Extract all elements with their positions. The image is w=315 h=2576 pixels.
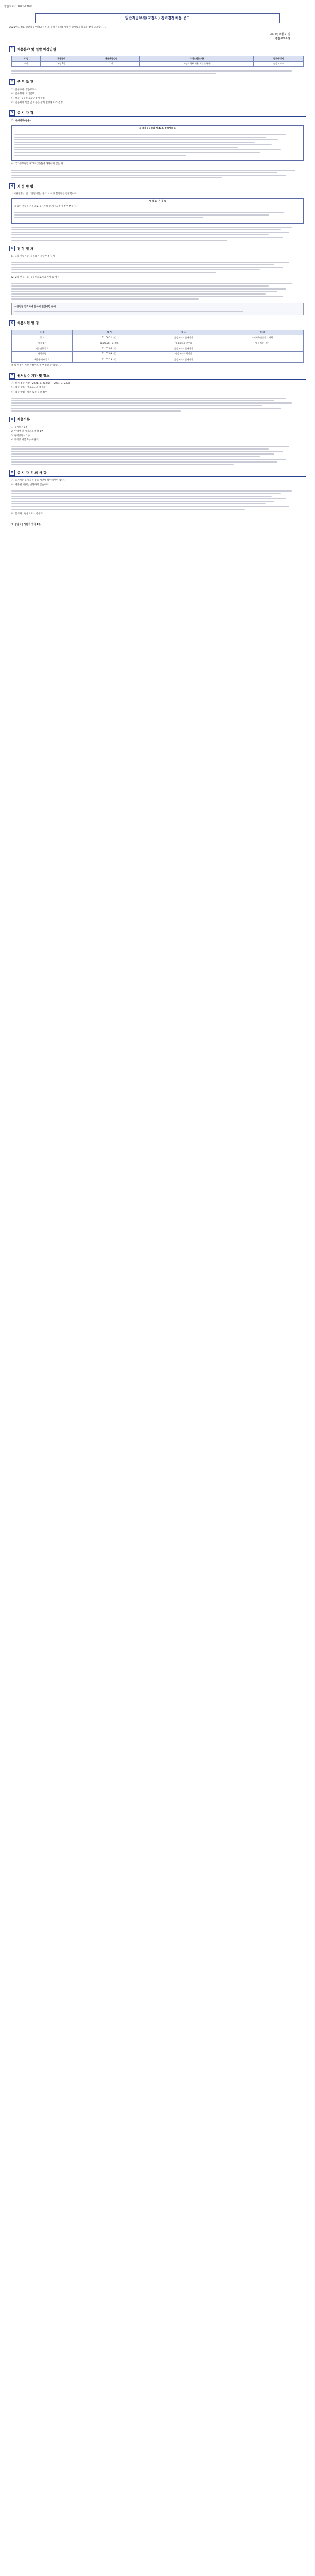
box-title: 자 격 요 건 검 토	[149, 200, 166, 204]
table-cell: 원서접수	[12, 341, 73, 346]
section-title: 채용시험 일 정	[17, 321, 39, 326]
text-block	[14, 134, 301, 156]
schedule-note: ※ 위 일정은 기관 사정에 따라 변경될 수 있습니다.	[11, 364, 63, 367]
section-9	[4, 470, 311, 527]
list-item: 가. 응시자는 응시자격 등을 사전에 확인하여야 합니다.	[11, 479, 67, 482]
table-row	[12, 351, 304, 357]
list-item: 2. 이력서 및 자기소개서 각 1부	[11, 430, 44, 433]
section-title: 채용분야 및 선발 예정인원	[17, 47, 56, 52]
table-header: 채용분야	[40, 56, 82, 62]
table-cell: 21.07.06.(화)	[73, 346, 146, 352]
section-title: 시 험 방 법	[17, 184, 33, 189]
section-header	[9, 373, 306, 380]
table-cell: 1명	[82, 61, 140, 67]
summary-text: 서류전형 합격자에 한하여 면접시험 응시	[14, 306, 56, 309]
text-block	[11, 490, 304, 510]
list-item: 라. 임용예정 직급 및 호봉은 관계 법령에 따라 결정	[11, 101, 63, 104]
list-item: 나. 근무형태: 교대근무	[11, 93, 34, 96]
text-block	[11, 283, 304, 299]
table-cell: 서류전형 발표	[12, 346, 73, 352]
table-row	[12, 61, 304, 67]
list-item: 나. 접수 장소 : 정읍교도소 총무과	[11, 386, 46, 389]
table-cell: 공고	[12, 335, 73, 341]
section-number: 1	[9, 46, 15, 52]
list-item: 3. 경력증명서 1부	[11, 434, 30, 437]
section-number: 2	[9, 79, 15, 85]
section-title: 응 시 자 격	[17, 111, 33, 115]
issuer: 정읍교도소장	[275, 37, 290, 41]
table-cell: 21.07.09.(금)	[73, 351, 146, 357]
notice-number: 정읍교도소 2021-238호	[4, 5, 32, 8]
intro-text: 2021년도 정읍 일반직공무원(교정직)의 경력경쟁채용시험 시험계획을 다음과 같이 공고합니다.	[9, 26, 106, 29]
document-title: 일반직공무원(교정직) 경력경쟁채용 공고	[125, 15, 190, 20]
section-title: 근 무 조 건	[17, 80, 33, 84]
table-cell: 교정	[12, 61, 41, 67]
contact-line: 다. 문의처 : 정읍교도소 총무과	[11, 513, 43, 516]
list-item: 나. 제출된 서류는 반환하지 않습니다.	[11, 483, 49, 486]
table-header: 직 렬	[12, 56, 41, 62]
section-title: 전 형 절 차	[17, 246, 33, 251]
section-3	[4, 110, 311, 179]
table-header: 비 고	[221, 330, 304, 335]
list-item: 가. 원서 접수 기간 : 2021. 6. 28.(월) ~ 2021. 7. 2.(금)	[11, 382, 71, 385]
text-block	[11, 446, 304, 465]
list-item: 4. 자격증 사본 1부(해당자)	[11, 439, 40, 442]
section-1	[4, 46, 311, 74]
table-cell: 정읍교도소 홈페이지	[146, 346, 221, 352]
table-header: 장 소	[146, 330, 221, 335]
section-header	[9, 470, 306, 477]
section-number: 5	[9, 246, 15, 251]
table-header: 채용예정인원	[82, 56, 140, 62]
table-header-row	[12, 56, 304, 62]
box-text: 제출된 서류를 기준으로 응시자격 및 자격요건 충족 여부를 심사	[14, 205, 79, 208]
notice-document	[4, 0, 311, 543]
section-title: 응 시 자 유 의 사 항	[17, 470, 47, 475]
text-block	[11, 170, 304, 178]
section-title: 제출서류	[17, 417, 30, 422]
section-2	[4, 79, 311, 105]
table-cell: 방문 또는 우편	[221, 341, 304, 346]
section-header	[9, 79, 306, 86]
table-cell: 최종합격자 발표	[12, 357, 73, 363]
section-number: 8	[9, 417, 15, 422]
disqualification-box	[11, 125, 304, 161]
section-number: 7	[9, 373, 15, 379]
section-number: 3	[9, 110, 15, 116]
table-cell: 21.06.28.~07.02.	[73, 341, 146, 346]
appendix-note: ※ 붙임 : 응시원서 서식 1부.	[11, 523, 41, 527]
paragraph: 「서류전형」 및 「면접시험」을 거쳐 최종 합격자를 결정합니다.	[11, 193, 77, 196]
section-6	[4, 320, 311, 368]
table-cell: 21.06.21.(월)	[73, 335, 146, 341]
subsection-heading: 가. 응시자격(공통)	[11, 119, 31, 122]
section-number: 4	[9, 183, 15, 189]
section-header	[9, 246, 306, 252]
list-item: 나. 국가공무원법 제74조(정년)에 해당하지 않는 자	[11, 163, 63, 166]
list-item: (2) 2차 면접시험: 공무원으로서의 자세 등 평정	[11, 276, 60, 279]
title-box	[35, 13, 280, 23]
list-item: (1) 1차 서류전형: 자격요건 적합 여부 심사	[11, 255, 55, 258]
table-cell	[221, 351, 304, 357]
section-header	[9, 183, 306, 190]
table-cell: 교정직 경력채용 요건 충족자	[140, 61, 254, 67]
section-header	[9, 320, 306, 327]
table-cell: 21.07.13.(화)	[73, 357, 146, 363]
section-number: 6	[9, 320, 15, 326]
qualification-box	[11, 198, 304, 223]
table-cell: 정읍교도소 회의실	[146, 351, 221, 357]
text-block	[14, 212, 301, 218]
section-header	[9, 417, 306, 423]
table-row	[12, 341, 304, 346]
table-row	[12, 346, 304, 352]
table-cell: 정읍교도소 총무과	[146, 341, 221, 346]
box-title: < 국가공무원법 제33조 결격사유 >	[138, 127, 177, 130]
table-header-row	[12, 330, 304, 335]
table-cell	[221, 346, 304, 352]
section-4	[4, 183, 311, 241]
text-block	[11, 227, 304, 241]
table-header: 일 자	[73, 330, 146, 335]
table-cell: 교정 9급	[40, 61, 82, 67]
table-header: 구 분	[12, 330, 73, 335]
recruitment-table	[11, 56, 304, 67]
text-block	[11, 70, 304, 74]
summary-box	[11, 303, 304, 315]
section-7	[4, 373, 311, 412]
section-header	[9, 110, 306, 117]
table-row	[12, 357, 304, 363]
list-item: 다. 접수 방법 : 방문 또는 우편 접수	[11, 391, 47, 394]
list-item: 가. 근무부서: 정읍교도소	[11, 88, 37, 91]
list-item: 1. 응시원서 1부	[11, 426, 28, 429]
section-5	[4, 246, 311, 315]
section-header	[9, 46, 306, 53]
section-8	[4, 417, 311, 465]
table-row	[12, 335, 304, 341]
section-number: 9	[9, 470, 15, 476]
table-cell: 정읍교도소	[254, 61, 304, 67]
table-cell	[221, 357, 304, 363]
section-title: 원서접수 기간 및 장소	[17, 374, 50, 378]
text-block	[11, 262, 304, 273]
table-cell: 정읍교도소 홈페이지	[146, 335, 221, 341]
table-cell: 사이버국민신문고 병행	[221, 335, 304, 341]
text-block	[11, 398, 304, 412]
schedule-table	[11, 330, 304, 363]
table-header: 자격요건(요약)	[140, 56, 254, 62]
table-header: 근무예정지	[254, 56, 304, 62]
list-item: 다. 보수: 공무원 보수규정에 따름	[11, 97, 45, 100]
table-cell: 정읍교도소 홈페이지	[146, 357, 221, 363]
table-cell: 면접시험	[12, 351, 73, 357]
issue-date: 2021년 6월 21일	[270, 32, 290, 36]
